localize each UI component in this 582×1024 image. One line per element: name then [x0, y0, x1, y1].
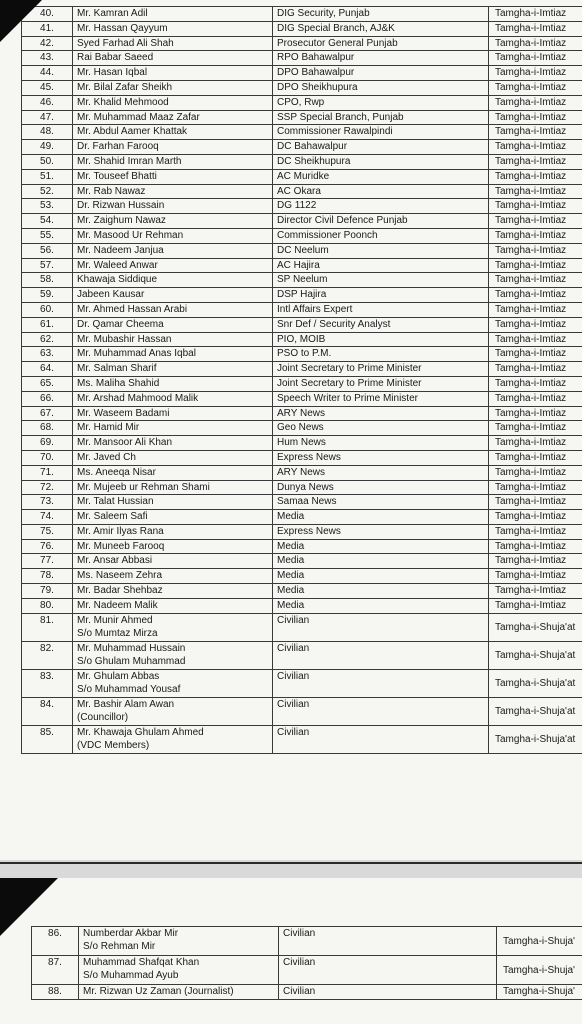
name-cell: Dr. Qamar Cheema: [73, 317, 273, 332]
serial-number-cell: 46.: [22, 95, 73, 110]
serial-number-cell: 56.: [22, 243, 73, 258]
award-cell: Tamgha-i-Shuja'at: [489, 697, 582, 725]
award-cell: Tamgha-i-Imtiaz: [489, 140, 582, 155]
designation-cell: Civilian: [273, 613, 489, 641]
designation-cell: Joint Secretary to Prime Minister: [273, 362, 489, 377]
table-row: [22, 51, 582, 66]
award-cell: Tamgha-i-Imtiaz: [489, 80, 582, 95]
serial-number-cell: 77.: [22, 554, 73, 569]
serial-number-cell: 81.: [22, 613, 73, 641]
table-row: [22, 510, 582, 525]
name-cell: Mr. Hasan Iqbal: [73, 66, 273, 81]
name-cell: Mr. Talat Hussian: [73, 495, 273, 510]
name-line-2: (Councillor): [77, 711, 129, 723]
name-line: Muhammad Shafqat Khan: [83, 957, 200, 968]
table-row: [22, 199, 582, 214]
award-cell: Tamgha-i-Imtiaz: [489, 228, 582, 243]
name-cell: [79, 956, 279, 985]
name-cell: Dr. Farhan Farooq: [73, 140, 273, 155]
award-cell: Tamgha-i-Imtiaz: [489, 51, 582, 66]
name-cell: [73, 641, 273, 669]
designation-cell: Media: [273, 539, 489, 554]
name-cell: Syed Farhad Ali Shah: [73, 36, 273, 51]
serial-number-cell: 59.: [22, 288, 73, 303]
serial-number-cell: 44.: [22, 66, 73, 81]
designation-cell: Civilian: [279, 985, 497, 1000]
serial-number-cell: 68.: [22, 421, 73, 436]
award-cell: Tamgha-i-Imtiaz: [489, 214, 582, 229]
table-row: [22, 362, 582, 377]
page-divider: [0, 862, 582, 864]
award-cell: Tamgha-i-Imtiaz: [489, 465, 582, 480]
table-row: [22, 725, 582, 753]
table-row: [32, 956, 582, 985]
designation-cell: CPO, Rwp: [273, 95, 489, 110]
name-cell: Rai Babar Saeed: [73, 51, 273, 66]
table-row: [22, 569, 582, 584]
designation-cell: Geo News: [273, 421, 489, 436]
designation-cell: Civilian: [279, 927, 497, 956]
table-row: [22, 36, 582, 51]
name-cell: Mr. Shahid Imran Marth: [73, 154, 273, 169]
award-cell: Tamgha-i-Shuja': [497, 956, 582, 985]
table-row: [22, 66, 582, 81]
name-line-2: S/o Muhammad Yousaf: [77, 683, 181, 695]
name-cell: Mr. Hamid Mir: [73, 421, 273, 436]
serial-number-cell: 49.: [22, 140, 73, 155]
name-cell: [73, 669, 273, 697]
serial-number-cell: 52.: [22, 184, 73, 199]
serial-number-cell: 86.: [32, 927, 79, 956]
table-row: [22, 480, 582, 495]
name-cell: Mr. Muhammad Anas Iqbal: [73, 347, 273, 362]
award-cell: Tamgha-i-Imtiaz: [489, 243, 582, 258]
designation-cell: DC Neelum: [273, 243, 489, 258]
table-row: [22, 539, 582, 554]
award-cell: Tamgha-i-Imtiaz: [489, 598, 582, 613]
award-cell: Tamgha-i-Imtiaz: [489, 584, 582, 599]
serial-number-cell: 75.: [22, 524, 73, 539]
table-row: [22, 421, 582, 436]
designation-cell: Media: [273, 554, 489, 569]
award-cell: Tamgha-i-Shuja'at: [489, 613, 582, 641]
serial-number-cell: 79.: [22, 584, 73, 599]
serial-number-cell: 60.: [22, 302, 73, 317]
award-cell: Tamgha-i-Imtiaz: [489, 302, 582, 317]
table-row: [22, 406, 582, 421]
name-line-2: S/o Mumtaz Mirza: [77, 627, 158, 639]
name-line: Numberdar Akbar Mir: [83, 928, 179, 939]
name-cell: Mr. Zaighum Nawaz: [73, 214, 273, 229]
designation-cell: Prosecutor General Punjab: [273, 36, 489, 51]
serial-number-cell: 42.: [22, 36, 73, 51]
serial-number-cell: 83.: [22, 669, 73, 697]
name-line: Mr. Ghulam Abbas: [77, 670, 160, 682]
name-cell: Khawaja Siddique: [73, 273, 273, 288]
table-row: [22, 80, 582, 95]
award-cell: Tamgha-i-Imtiaz: [489, 524, 582, 539]
award-cell: Tamgha-i-Imtiaz: [489, 125, 582, 140]
award-cell: Tamgha-i-Shuja'at: [489, 725, 582, 753]
designation-cell: Civilian: [273, 697, 489, 725]
name-cell: Mr. Hassan Qayyum: [73, 21, 273, 36]
name-cell: Mr. Ansar Abbasi: [73, 554, 273, 569]
serial-number-cell: 43.: [22, 51, 73, 66]
table-row: [22, 495, 582, 510]
serial-number-cell: 84.: [22, 697, 73, 725]
award-cell: Tamgha-i-Shuja'at: [489, 669, 582, 697]
designation-cell: Intl Affairs Expert: [273, 302, 489, 317]
award-cell: Tamgha-i-Imtiaz: [489, 66, 582, 81]
serial-number-cell: 72.: [22, 480, 73, 495]
serial-number-cell: 64.: [22, 362, 73, 377]
award-cell: Tamgha-i-Imtiaz: [489, 495, 582, 510]
serial-number-cell: 58.: [22, 273, 73, 288]
table-row: [22, 7, 582, 22]
designation-cell: ARY News: [273, 406, 489, 421]
award-cell: Tamgha-i-Imtiaz: [489, 332, 582, 347]
name-cell: Mr. Badar Shehbaz: [73, 584, 273, 599]
award-cell: Tamgha-i-Imtiaz: [489, 184, 582, 199]
name-cell: Mr. Muhammad Maaz Zafar: [73, 110, 273, 125]
serial-number-cell: 73.: [22, 495, 73, 510]
award-cell: Tamgha-i-Imtiaz: [489, 258, 582, 273]
table-row: [22, 154, 582, 169]
designation-cell: DIG Security, Punjab: [273, 7, 489, 22]
award-cell: Tamgha-i-Imtiaz: [489, 406, 582, 421]
designation-cell: AC Muridke: [273, 169, 489, 184]
table-row: [22, 584, 582, 599]
designation-cell: AC Hajira: [273, 258, 489, 273]
award-cell: Tamgha-i-Imtiaz: [489, 450, 582, 465]
name-cell: Mr. Waseem Badami: [73, 406, 273, 421]
serial-number-cell: 82.: [22, 641, 73, 669]
award-cell: Tamgha-i-Imtiaz: [489, 376, 582, 391]
name-cell: [73, 725, 273, 753]
designation-cell: SP Neelum: [273, 273, 489, 288]
table-row: [32, 985, 582, 1000]
name-cell: Mr. Abdul Aamer Khattak: [73, 125, 273, 140]
table-row: [22, 258, 582, 273]
serial-number-cell: 78.: [22, 569, 73, 584]
serial-number-cell: 50.: [22, 154, 73, 169]
serial-number-cell: 62.: [22, 332, 73, 347]
designation-cell: DPO Sheikhupura: [273, 80, 489, 95]
table-row: [22, 332, 582, 347]
award-cell: Tamgha-i-Imtiaz: [489, 317, 582, 332]
designation-cell: RPO Bahawalpur: [273, 51, 489, 66]
name-cell: Ms. Maliha Shahid: [73, 376, 273, 391]
name-line: Mr. Khawaja Ghulam Ahmed: [77, 726, 204, 738]
table-row: [22, 169, 582, 184]
designation-cell: Dunya News: [273, 480, 489, 495]
name-cell: Ms. Aneeqa Nisar: [73, 465, 273, 480]
table-row: [22, 317, 582, 332]
designation-cell: Commissioner Rawalpindi: [273, 125, 489, 140]
award-cell: Tamgha-i-Imtiaz: [489, 110, 582, 125]
table-row: [22, 347, 582, 362]
designation-cell: Civilian: [273, 641, 489, 669]
name-cell: Mr. Khalid Mehmood: [73, 95, 273, 110]
serial-number-cell: 57.: [22, 258, 73, 273]
table-row: [22, 110, 582, 125]
serial-number-cell: 51.: [22, 169, 73, 184]
name-cell: [79, 927, 279, 956]
designation-cell: Civilian: [279, 956, 497, 985]
name-line-2: S/o Ghulam Muhammad: [77, 655, 186, 667]
serial-number-cell: 55.: [22, 228, 73, 243]
document-page-2: [0, 878, 582, 1024]
table-row: [22, 436, 582, 451]
serial-number-cell: 47.: [22, 110, 73, 125]
table-row: [22, 95, 582, 110]
name-cell: Mr. Mubashir Hassan: [73, 332, 273, 347]
designation-cell: Hum News: [273, 436, 489, 451]
designation-cell: PIO, MOIB: [273, 332, 489, 347]
name-cell: Mr. Arshad Mahmood Malik: [73, 391, 273, 406]
name-cell: Mr. Bilal Zafar Sheikh: [73, 80, 273, 95]
table-row: [22, 697, 582, 725]
award-cell: Tamgha-i-Shuja': [497, 985, 582, 1000]
serial-number-cell: 53.: [22, 199, 73, 214]
name-cell: Mr. Rizwan Uz Zaman (Journalist): [79, 985, 279, 1000]
name-cell: Jabeen Kausar: [73, 288, 273, 303]
serial-number-cell: 80.: [22, 598, 73, 613]
designation-cell: Civilian: [273, 725, 489, 753]
designation-cell: ARY News: [273, 465, 489, 480]
award-cell: Tamgha-i-Imtiaz: [489, 539, 582, 554]
award-cell: Tamgha-i-Imtiaz: [489, 391, 582, 406]
award-cell: Tamgha-i-Imtiaz: [489, 569, 582, 584]
table-row: [22, 598, 582, 613]
award-cell: Tamgha-i-Imtiaz: [489, 154, 582, 169]
designation-cell: AC Okara: [273, 184, 489, 199]
serial-number-cell: 67.: [22, 406, 73, 421]
name-cell: Mr. Salman Sharif: [73, 362, 273, 377]
designation-cell: Joint Secretary to Prime Minister: [273, 376, 489, 391]
award-cell: Tamgha-i-Imtiaz: [489, 510, 582, 525]
designation-cell: DC Bahawalpur: [273, 140, 489, 155]
name-cell: Mr. Ahmed Hassan Arabi: [73, 302, 273, 317]
designation-cell: Samaa News: [273, 495, 489, 510]
serial-number-cell: 70.: [22, 450, 73, 465]
name-cell: Mr. Masood Ur Rehman: [73, 228, 273, 243]
name-cell: Dr. Rizwan Hussain: [73, 199, 273, 214]
name-cell: [73, 613, 273, 641]
award-cell: Tamgha-i-Imtiaz: [489, 436, 582, 451]
name-line: Mr. Bashir Alam Awan: [77, 698, 175, 710]
award-cell: Tamgha-i-Imtiaz: [489, 7, 582, 22]
designation-cell: Media: [273, 569, 489, 584]
name-line-2: S/o Rehman Mir: [83, 941, 156, 952]
name-line-2: S/o Muhammad Ayub: [83, 970, 179, 981]
name-cell: [73, 697, 273, 725]
name-cell: Ms. Naseem Zehra: [73, 569, 273, 584]
table-row: [22, 669, 582, 697]
designation-cell: Media: [273, 584, 489, 599]
table-row: [22, 140, 582, 155]
serial-number-cell: 74.: [22, 510, 73, 525]
designation-cell: DC Sheikhupura: [273, 154, 489, 169]
award-cell: Tamgha-i-Imtiaz: [489, 421, 582, 436]
table-row: [22, 273, 582, 288]
name-cell: Mr. Mansoor Ali Khan: [73, 436, 273, 451]
name-cell: Mr. Rab Nawaz: [73, 184, 273, 199]
award-cell: Tamgha-i-Imtiaz: [489, 169, 582, 184]
award-cell: Tamgha-i-Shuja'at: [489, 641, 582, 669]
name-cell: Mr. Muneeb Farooq: [73, 539, 273, 554]
awards-table-page-2: [31, 926, 582, 1000]
award-cell: Tamgha-i-Imtiaz: [489, 480, 582, 495]
designation-cell: Express News: [273, 524, 489, 539]
table-row: [22, 288, 582, 303]
name-line: Mr. Munir Ahmed: [77, 614, 153, 626]
name-line: Mr. Muhammad Hussain: [77, 642, 186, 654]
designation-cell: Express News: [273, 450, 489, 465]
award-cell: Tamgha-i-Shuja': [497, 927, 582, 956]
name-cell: Mr. Kamran Adil: [73, 7, 273, 22]
designation-cell: DSP Hajira: [273, 288, 489, 303]
serial-number-cell: 41.: [22, 21, 73, 36]
serial-number-cell: 63.: [22, 347, 73, 362]
designation-cell: Media: [273, 510, 489, 525]
designation-cell: SSP Special Branch, Punjab: [273, 110, 489, 125]
table-row: [22, 524, 582, 539]
awards-table-page-1: [21, 6, 582, 754]
name-cell: Mr. Waleed Anwar: [73, 258, 273, 273]
designation-cell: DG 1122: [273, 199, 489, 214]
serial-number-cell: 76.: [22, 539, 73, 554]
name-cell: Mr. Javed Ch: [73, 450, 273, 465]
table-row: [32, 927, 582, 956]
designation-cell: PSO to P.M.: [273, 347, 489, 362]
designation-cell: DPO Bahawalpur: [273, 66, 489, 81]
name-cell: Mr. Nadeem Malik: [73, 598, 273, 613]
serial-number-cell: 45.: [22, 80, 73, 95]
designation-cell: Snr Def / Security Analyst: [273, 317, 489, 332]
award-cell: Tamgha-i-Imtiaz: [489, 21, 582, 36]
serial-number-cell: 69.: [22, 436, 73, 451]
table-row: [22, 465, 582, 480]
scan-corner-mark: [0, 878, 58, 936]
award-cell: Tamgha-i-Imtiaz: [489, 347, 582, 362]
name-cell: Mr. Mujeeb ur Rehman Shami: [73, 480, 273, 495]
designation-cell: Director Civil Defence Punjab: [273, 214, 489, 229]
table-row: [22, 641, 582, 669]
serial-number-cell: 87.: [32, 956, 79, 985]
table-row: [22, 184, 582, 199]
designation-cell: Media: [273, 598, 489, 613]
table-row: [22, 613, 582, 641]
serial-number-cell: 66.: [22, 391, 73, 406]
award-cell: Tamgha-i-Imtiaz: [489, 362, 582, 377]
award-cell: Tamgha-i-Imtiaz: [489, 199, 582, 214]
award-cell: Tamgha-i-Imtiaz: [489, 273, 582, 288]
name-cell: Mr. Saleem Safi: [73, 510, 273, 525]
serial-number-cell: 88.: [32, 985, 79, 1000]
table-row: [22, 302, 582, 317]
table-row: [22, 391, 582, 406]
serial-number-cell: 71.: [22, 465, 73, 480]
serial-number-cell: 85.: [22, 725, 73, 753]
designation-cell: DIG Special Branch, AJ&K: [273, 21, 489, 36]
serial-number-cell: 40.: [22, 7, 73, 22]
table-row: [22, 21, 582, 36]
table-row: [22, 554, 582, 569]
award-cell: Tamgha-i-Imtiaz: [489, 36, 582, 51]
scan-corner-mark: [0, 0, 42, 42]
designation-cell: Commissioner Poonch: [273, 228, 489, 243]
name-cell: Mr. Amir Ilyas Rana: [73, 524, 273, 539]
table-row: [22, 376, 582, 391]
table-row: [22, 228, 582, 243]
award-cell: Tamgha-i-Imtiaz: [489, 288, 582, 303]
serial-number-cell: 61.: [22, 317, 73, 332]
serial-number-cell: 54.: [22, 214, 73, 229]
award-cell: Tamgha-i-Imtiaz: [489, 554, 582, 569]
serial-number-cell: 65.: [22, 376, 73, 391]
award-cell: Tamgha-i-Imtiaz: [489, 95, 582, 110]
table-row: [22, 125, 582, 140]
name-cell: Mr. Touseef Bhatti: [73, 169, 273, 184]
name-cell: Mr. Nadeem Janjua: [73, 243, 273, 258]
designation-cell: Civilian: [273, 669, 489, 697]
table-row: [22, 214, 582, 229]
name-line-2: (VDC Members): [77, 739, 150, 751]
designation-cell: Speech Writer to Prime Minister: [273, 391, 489, 406]
table-row: [22, 243, 582, 258]
serial-number-cell: 48.: [22, 125, 73, 140]
table-row: [22, 450, 582, 465]
